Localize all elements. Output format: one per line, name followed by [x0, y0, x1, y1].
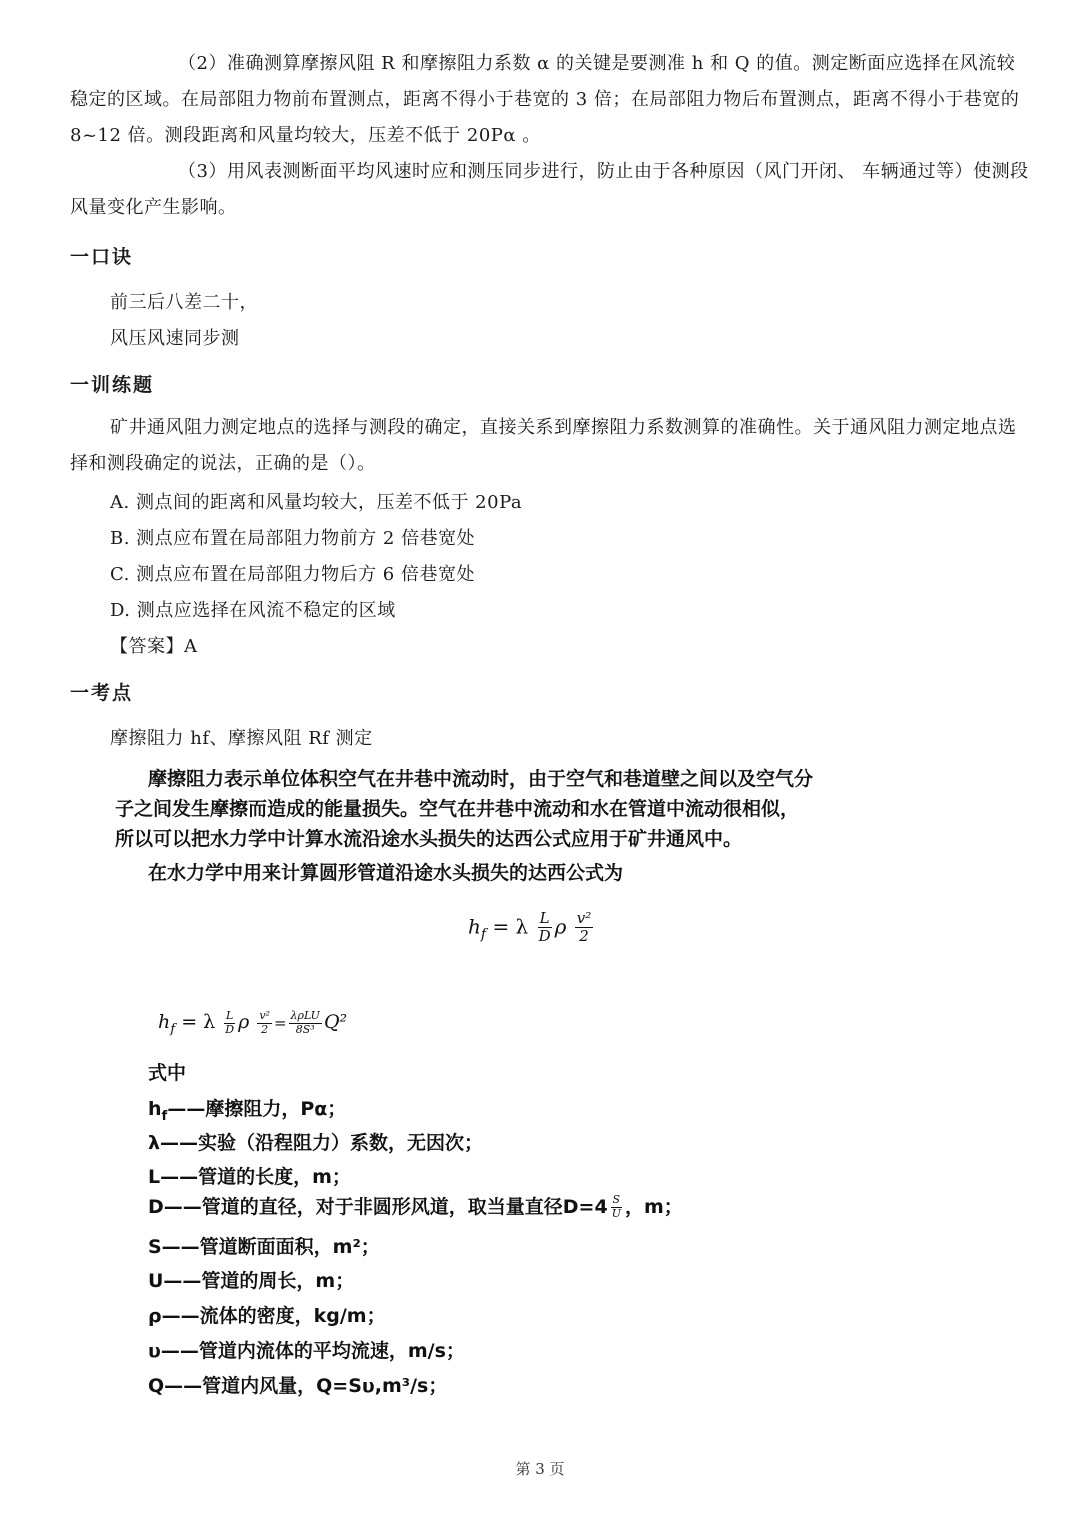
page-number: 第 3 页 — [515, 1460, 565, 1478]
explanation-line-3: 所以可以把水力学中计算水流沿途水头损失的达西公式应用于矿井通风中。 — [115, 828, 743, 850]
fraction-denominator: 2 — [579, 927, 589, 946]
explanation-line-1: 摩擦阻力表示单位体积空气在井巷中流动时，由于空气和巷道壁之间以及空气分 — [148, 768, 814, 790]
formula-lhs: h — [158, 1011, 171, 1034]
option-a: A. 测点间的距离和风量均较大，压差不低于 20Pa — [110, 492, 523, 513]
answer: 【答案】A — [110, 636, 198, 657]
formula-tail: Q² — [323, 1011, 348, 1034]
formula-eq-2: = — [273, 1014, 287, 1033]
exercise-question: 矿井通风阻力测定地点的选择与测段的确定，直接关系到摩擦阻力系数测算的准确性。关于通风阻力测定地点选择和测段确定的说法，正确的是（）。 — [70, 417, 1017, 474]
definition-hf — [148, 1094, 346, 1132]
fraction-denominator: D — [538, 927, 551, 946]
hf-subscript: f — [161, 1108, 168, 1124]
fraction-numerator: L — [226, 1009, 234, 1022]
formula-lhs: h — [468, 914, 481, 939]
fraction-s-over-u — [610, 1194, 623, 1220]
definition-d — [148, 1192, 683, 1222]
koujue-heading: 一口诀 — [70, 246, 134, 268]
formula-lhs-sub: f — [480, 926, 487, 943]
definition-q: Q——管道内风量，Q=Sυ,m³/s； — [148, 1375, 448, 1397]
fraction-resistance — [289, 1010, 322, 1036]
fraction-v2-over-2 — [257, 1010, 272, 1036]
definition-u: U——管道的周长，m； — [148, 1270, 355, 1292]
koujue-line-1: 前三后八差二十， — [110, 292, 258, 313]
option-c: C. 测点应布置在局部阻力物后方 6 倍巷宽处 — [110, 564, 475, 585]
option-b: B. 测点应布置在局部阻力物前方 2 倍巷宽处 — [110, 528, 476, 549]
darcy-formula — [468, 910, 595, 946]
definition-v: υ——管道内流体的平均流速，m/s； — [148, 1340, 465, 1362]
paragraph-2: （2）准确测算摩擦风阻 R 和摩擦阻力系数 α 的关键是要测准 h 和 Q 的值。测定断面应选择在风流较稳定的区域。在局部阻力物前布置测点，距离不得小于巷宽的 3 倍；在局部阻力物后布置测点，距离不得小于巷宽的 8~12 倍。测段距离和风量均较大，压差不低于 20Pα 。 — [70, 53, 1020, 146]
fraction-l-over-d — [537, 910, 553, 946]
formula-rho: ρ — [238, 1011, 250, 1034]
definition-l: L——管道的长度，m； — [148, 1166, 351, 1188]
kaodian-topic: 摩擦阻力 hf、摩擦风阻 Rf 测定 — [110, 728, 373, 749]
koujue-line-2: 风压风速同步测 — [110, 328, 240, 349]
fraction-numerator: v² — [576, 909, 592, 927]
fraction-denominator: U — [611, 1207, 621, 1220]
formula-rho: ρ — [554, 914, 567, 939]
darcy-formula-expanded — [158, 1010, 347, 1037]
fraction-numerator: S — [612, 1193, 621, 1207]
fraction-numerator: λρLU — [290, 1009, 320, 1022]
fraction-l-over-d — [223, 1010, 236, 1036]
formula-eq: = λ — [181, 1011, 216, 1034]
option-d: D. 测点应选择在风流不稳定的区域 — [110, 600, 396, 621]
exercise-heading: 一训练题 — [70, 374, 155, 396]
fraction-denominator: 2 — [261, 1022, 269, 1036]
formula-eq: = λ — [492, 914, 529, 939]
fraction-numerator: L — [539, 909, 550, 927]
explanation-line-4: 在水力学中用来计算圆形管道沿途水头损失的达西公式为 — [148, 862, 624, 884]
formula-lhs-sub: f — [170, 1021, 176, 1037]
definition-lambda: λ——实验（沿程阻力）系数，无因次； — [148, 1132, 484, 1154]
kaodian-heading: 一考点 — [70, 682, 134, 704]
d-tail: ，m； — [624, 1196, 683, 1218]
fraction-denominator: 8S³ — [295, 1022, 315, 1036]
explanation-line-2: 子之间发生摩擦而造成的能量损失。空气在井巷中流动和水在管道中流动很相似， — [115, 798, 800, 820]
paragraph-3: （3）用风表测断面平均风速时应和测压同步进行，防止由于各种原因（风门开闭、 车辆通过等）使测段风量变化产生影响。 — [70, 161, 1029, 218]
definition-s: S——管道断面面积，m²； — [148, 1236, 380, 1258]
definition-rho: ρ——流体的密度，kg/m； — [148, 1305, 386, 1327]
hf-symbol: h — [148, 1098, 162, 1120]
d-text: D——管道的直径，对于非圆形风道，取当量直径D=4 — [148, 1196, 608, 1218]
fraction-numerator: v² — [259, 1009, 270, 1022]
hf-text: ——摩擦阻力，Pα； — [167, 1098, 347, 1120]
fraction-denominator: D — [225, 1022, 235, 1036]
definitions-intro: 式中 — [148, 1062, 187, 1084]
fraction-v2-over-2 — [575, 910, 594, 946]
